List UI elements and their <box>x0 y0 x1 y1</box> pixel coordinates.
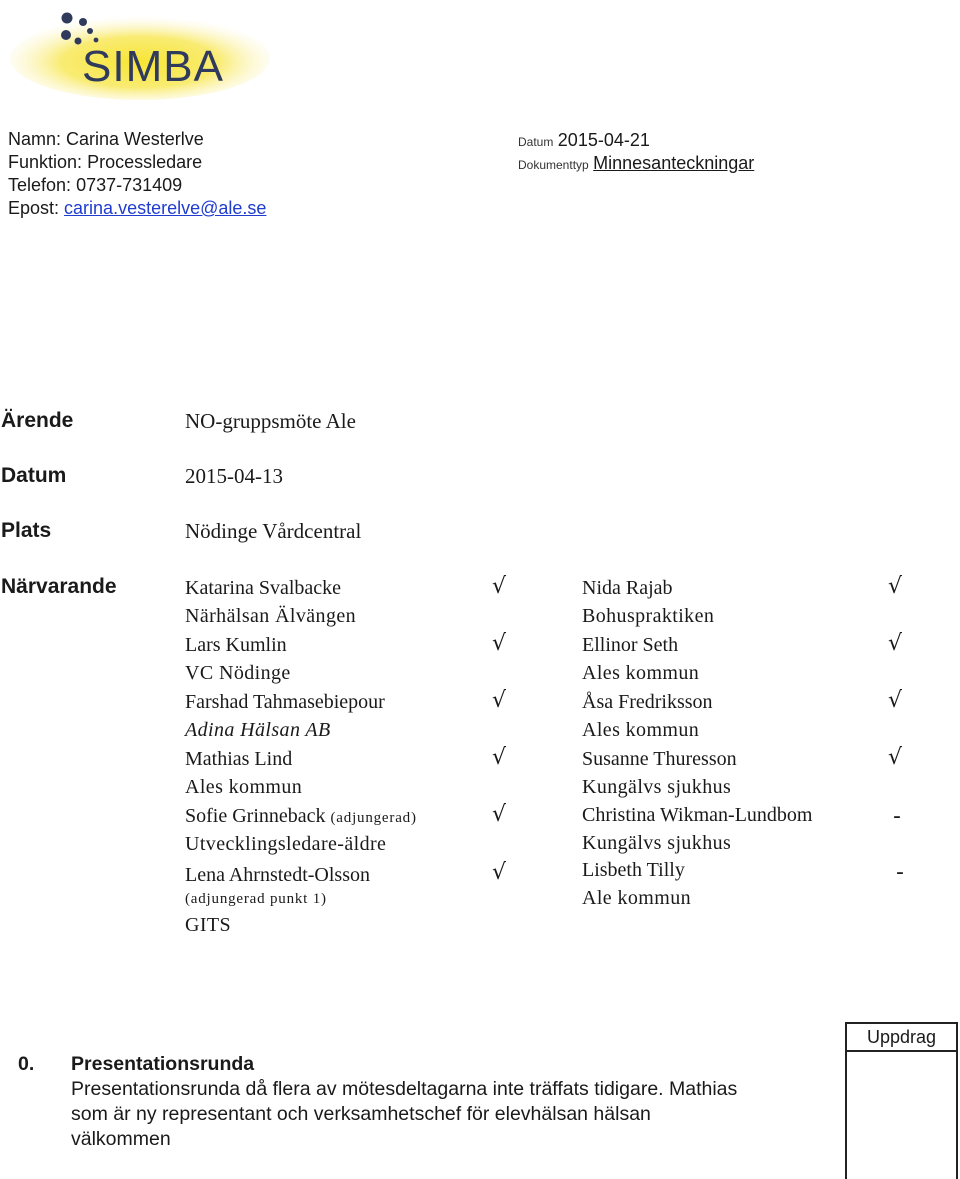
attendee-right-name: Ellinor Seth <box>582 634 679 656</box>
attendee-left-name: Farshad Tahmasebiepour <box>185 691 385 713</box>
attendee-left-org: Utvecklingsledare-äldre <box>185 833 387 855</box>
meta-date: Datum 2015-04-21 <box>518 130 650 150</box>
logo-text: SIMBA <box>82 42 224 91</box>
attendee-left-org: Ales kommun <box>185 776 303 798</box>
section-body-line: Presentationsrunda då flera av mötesdeltagarna inte träffats tidigare. Mathias <box>71 1078 738 1100</box>
meta-doctype: Dokumenttyp Minnesanteckningar <box>518 153 755 173</box>
attendee-right-org: Bohuspraktiken <box>582 605 715 627</box>
email-link[interactable]: carina.vesterelve@ale.se <box>64 198 267 218</box>
section-body-line: som är ny representant och verksamhetschef för elevhälsan hälsan <box>71 1103 651 1125</box>
attendee-right-org: Ales kommun <box>582 719 700 741</box>
attendance-mark: - <box>896 860 904 885</box>
attendance-mark: √ <box>492 631 507 656</box>
contact-role: Funktion: Processledare <box>8 152 203 172</box>
attendee-left-name: Lena Ahrnstedt-Olsson <box>185 864 370 886</box>
attendee-left-org: Närhälsan Älvängen <box>185 605 357 627</box>
attendee-right-name: Susanne Thuresson <box>582 748 737 770</box>
section-title: Presentationsrunda <box>71 1053 255 1075</box>
plats-label: Plats <box>1 519 52 542</box>
attendee-left-name: Lars Kumlin <box>185 634 287 656</box>
attendance-mark: √ <box>888 574 903 599</box>
attendee-right-org: Ale kommun <box>582 887 691 909</box>
attendee-left-org: GITS <box>185 914 232 936</box>
attendee-left-org: VC Nödinge <box>185 662 291 684</box>
attendance-mark: √ <box>492 860 507 885</box>
contact-email: Epost: carina.vesterelve@ale.se <box>8 198 267 218</box>
attendance-mark: √ <box>888 631 903 656</box>
datum-value: 2015-04-13 <box>185 464 283 488</box>
attendance-mark: √ <box>888 745 903 770</box>
arende-value: NO-gruppsmöte Ale <box>185 409 356 433</box>
attendee-right-name: Lisbeth Tilly <box>582 859 685 881</box>
datum-label: Datum <box>1 464 67 487</box>
attendance-mark: √ <box>492 688 507 713</box>
attendee-left-name: Sofie Grinneback (adjungerad) <box>185 805 417 827</box>
attendee-left-org: Adina Hälsan AB <box>185 719 331 741</box>
attendance-mark: √ <box>492 802 507 827</box>
uppdrag-header: Uppdrag <box>847 1024 956 1052</box>
attendee-right-name: Åsa Fredriksson <box>582 691 713 713</box>
simba-logo <box>0 0 270 100</box>
attendee-left-name: Mathias Lind <box>185 748 293 770</box>
attendee-left-name: Katarina Svalbacke <box>185 577 342 599</box>
contact-phone: Telefon: 0737-731409 <box>8 175 183 195</box>
section-number: 0. <box>18 1053 35 1075</box>
arende-label: Ärende <box>1 409 74 432</box>
attendee-left-note: (adjungerad punkt 1) <box>185 891 327 907</box>
attendee-right-name: Christina Wikman-Lundbom <box>582 804 813 826</box>
uppdrag-column <box>845 1022 958 1179</box>
attendance-mark: √ <box>492 574 507 599</box>
plats-value: Nödinge Vårdcentral <box>185 519 362 543</box>
narvarande-label: Närvarande <box>1 575 117 598</box>
attendee-right-org: Kungälvs sjukhus <box>582 832 732 854</box>
section-body-line: välkommen <box>71 1128 171 1150</box>
contact-name: Namn: Carina Westerlve <box>8 129 204 149</box>
attendee-right-name: Nida Rajab <box>582 577 673 599</box>
attendee-right-org: Kungälvs sjukhus <box>582 776 732 798</box>
attendance-mark: √ <box>492 745 507 770</box>
attendance-mark: - <box>893 804 901 829</box>
attendee-right-org: Ales kommun <box>582 662 700 684</box>
attendance-mark: √ <box>888 688 903 713</box>
